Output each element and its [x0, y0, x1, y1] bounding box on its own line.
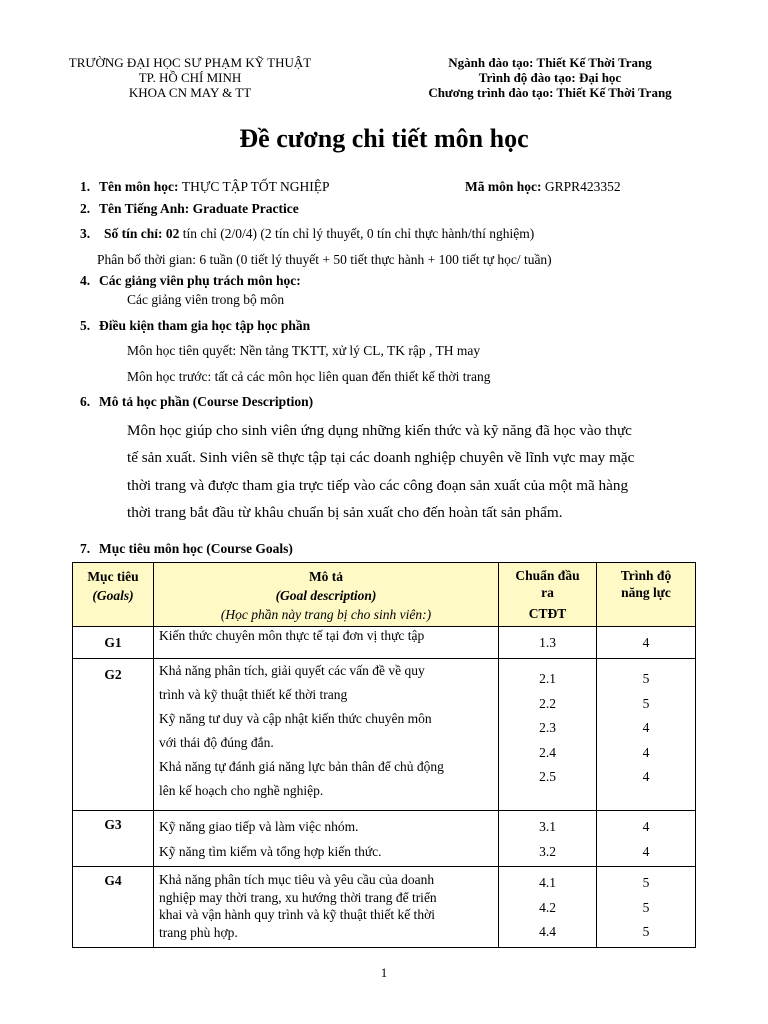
outcome-value: 2.1	[539, 671, 556, 686]
goal-level	[597, 659, 696, 811]
section-3-number: 3.	[80, 226, 91, 241]
level-value: 4	[642, 744, 650, 760]
school-header	[40, 55, 340, 100]
outcome-value: 4.4	[539, 924, 556, 939]
goal-desc-line: Khả năng phân tích mục tiêu và yêu cầu của doanh	[159, 872, 435, 887]
goal-description	[154, 659, 499, 811]
section-3-rest: tín chỉ (2/0/4) (2 tín chỉ lý thuyết, 0 tín chỉ thực hành/thí nghiệm)	[179, 226, 535, 241]
section-4-number: 4.	[80, 273, 91, 288]
section-5-label: Điều kiện tham gia học tập học phần	[99, 318, 311, 333]
level-value: 5	[642, 924, 650, 939]
prerequisite-line: Môn học tiên quyết: Nền tảng TKTT, xử lý CL, TK rập , TH may	[127, 343, 481, 358]
course-goals-table	[72, 562, 696, 948]
outcome-value: 2.5	[539, 769, 556, 784]
goal-desc-line: nghiệp may thời trang, xu hướng thời trang để triển	[159, 889, 437, 905]
header-desc-note: (Học phần này trang bị cho sinh viên:)	[220, 607, 432, 622]
description-line: tế sản xuất. Sinh viên sẽ thực tập tại các doanh nghiệp chuyên về lĩnh vực may mặc	[127, 449, 635, 467]
prior-course-line: Môn học trước: tất cả các môn học liên quan đến thiết kế thời trang	[127, 369, 491, 384]
goal-desc-line: trình và kỹ thuật thiết kế thời trang	[159, 687, 348, 702]
description-line: thời trang bắt đầu từ khâu chuẩn bị sản xuất cho đến hoàn tất sản phẩm.	[127, 503, 563, 521]
goal-level: 4	[597, 627, 696, 659]
section-2-number: 2.	[80, 201, 91, 216]
school-city: TP. HỒ CHÍ MINH	[138, 70, 242, 85]
goal-desc-line: Khả năng phân tích, giải quyết các vấn đề về quy	[159, 663, 425, 678]
table-row	[73, 811, 696, 867]
header-cdr-2: ra	[541, 585, 554, 600]
level-value: 4	[642, 843, 650, 859]
section-3-label: Số tín chỉ:	[104, 226, 166, 241]
header-goal-english: (Goals)	[92, 588, 134, 603]
header-goal-label: Mục tiêu	[87, 569, 139, 584]
table-row	[73, 627, 696, 659]
section-3-value: 02	[165, 226, 180, 241]
goal-id: G3	[73, 811, 154, 867]
table-row	[73, 659, 696, 811]
goal-description	[154, 867, 499, 948]
page-title: Đề cương chi tiết môn học	[239, 124, 529, 153]
program-header	[385, 55, 715, 100]
outcome-value: 4.1	[539, 875, 556, 890]
program-line: Chương trình đào tạo: Thiết Kế Thời Trang	[428, 85, 672, 100]
outcome-value: 3.2	[539, 843, 556, 859]
goal-desc-line: Kỹ năng tìm kiếm và tổng hợp kiến thức.	[159, 843, 382, 859]
section-7-label: Mục tiêu môn học (Course Goals)	[99, 541, 293, 556]
course-description	[127, 417, 689, 526]
time-allocation: Phân bố thời gian: 6 tuần (0 tiết lý thuyết + 50 tiết thực hành + 100 tiết tự học/ tuần)	[97, 252, 552, 267]
major-line: Ngành đào tạo: Thiết Kế Thời Trang	[448, 55, 652, 70]
section-6-label: Mô tả học phần (Course Description)	[99, 394, 314, 409]
goal-id: G4	[73, 867, 154, 948]
header-level-2: năng lực	[621, 585, 671, 600]
section-4-value: Các giảng viên trong bộ môn	[127, 292, 285, 307]
goal-desc-line: Kiến thức chuyên môn thực tế tại đơn vị thực tập	[159, 628, 425, 643]
goal-outcome	[499, 659, 597, 811]
page-number: 1	[380, 965, 388, 980]
level-value: 5	[642, 695, 650, 711]
outcome-value: 2.2	[539, 695, 556, 711]
header-competency-level	[597, 563, 696, 627]
header-goal	[73, 563, 154, 627]
section-5-number: 5.	[80, 318, 91, 333]
header-level-1: Trình độ	[620, 568, 672, 583]
section-2-label: Tên Tiếng Anh:	[99, 201, 193, 216]
section-1-value: THỰC TẬP TỐT NGHIỆP	[181, 179, 330, 194]
outcome-value: 3.1	[539, 819, 556, 834]
goal-desc-line: với thái độ đúng đắn.	[159, 735, 274, 750]
header-learning-outcome	[499, 563, 597, 627]
description-line: Môn học giúp cho sinh viên ứng dụng những kiến thức và kỹ năng đã học vào thực	[127, 422, 632, 439]
header-desc-english: (Goal description)	[275, 588, 377, 603]
level-value: 5	[642, 899, 650, 915]
outcome-value: 4.2	[539, 899, 556, 915]
goal-desc-line: Kỹ năng giao tiếp và làm việc nhóm.	[159, 819, 359, 834]
section-1-number: 1.	[80, 179, 91, 194]
section-1-label: Tên môn học:	[99, 179, 182, 194]
description-line: thời trang và được tham gia trực tiếp vào các công đoạn sản xuất của một mã hàng	[127, 476, 629, 494]
section-3-credits	[104, 226, 534, 242]
faculty-name: KHOA CN MAY & TT	[128, 85, 252, 100]
goal-desc-line: Kỹ năng tư duy và cập nhật kiến thức chuyên môn	[159, 711, 432, 726]
school-name: TRƯỜNG ĐẠI HỌC SƯ PHẠM KỸ THUẬT	[68, 55, 312, 70]
level-value: 5	[642, 875, 650, 890]
goal-outcome	[499, 867, 597, 948]
section-1-course-name	[99, 179, 330, 195]
level-value: 5	[642, 671, 650, 686]
table-row	[73, 867, 696, 948]
level-line: Trình độ đào tạo: Đại học	[478, 70, 622, 85]
section-2-value: Graduate Practice	[192, 201, 299, 216]
level-value: 4	[642, 819, 650, 834]
goal-outcome: 1.3	[499, 627, 597, 659]
goal-description	[154, 627, 499, 659]
section-7-number: 7.	[80, 541, 91, 556]
goal-id: G1	[73, 627, 154, 659]
goal-id: G2	[73, 659, 154, 811]
header-cdr-1: Chuẩn đầu	[515, 568, 580, 583]
header-description	[154, 563, 499, 627]
goal-desc-line: khai và vận hành quy trình và kỹ thuật thiết kế thời	[159, 907, 435, 922]
table-header-row	[73, 563, 696, 627]
section-6-number: 6.	[80, 394, 91, 409]
goal-level	[597, 811, 696, 867]
section-4-label: Các giảng viên phụ trách môn học:	[99, 273, 301, 288]
outcome-value: 2.3	[539, 720, 556, 735]
level-value: 4	[642, 720, 650, 735]
section-2-english-name	[99, 201, 299, 217]
course-code	[465, 179, 621, 195]
header-desc-label: Mô tả	[308, 569, 344, 584]
course-code-label: Mã môn học:	[465, 179, 545, 194]
goal-desc-line: trang phù hợp.	[159, 924, 238, 940]
goal-outcome	[499, 811, 597, 867]
goal-desc-line: lên kế hoạch cho nghề nghiệp.	[159, 783, 324, 798]
outcome-value: 2.4	[539, 744, 556, 760]
course-code-value: GRPR423352	[544, 179, 621, 194]
header-cdr-3: CTĐT	[528, 606, 567, 621]
goal-desc-line: Khả năng tự đánh giá năng lực bản thân để chủ động	[159, 759, 444, 774]
level-value: 4	[642, 769, 650, 784]
goal-description	[154, 811, 499, 867]
goal-level	[597, 867, 696, 948]
